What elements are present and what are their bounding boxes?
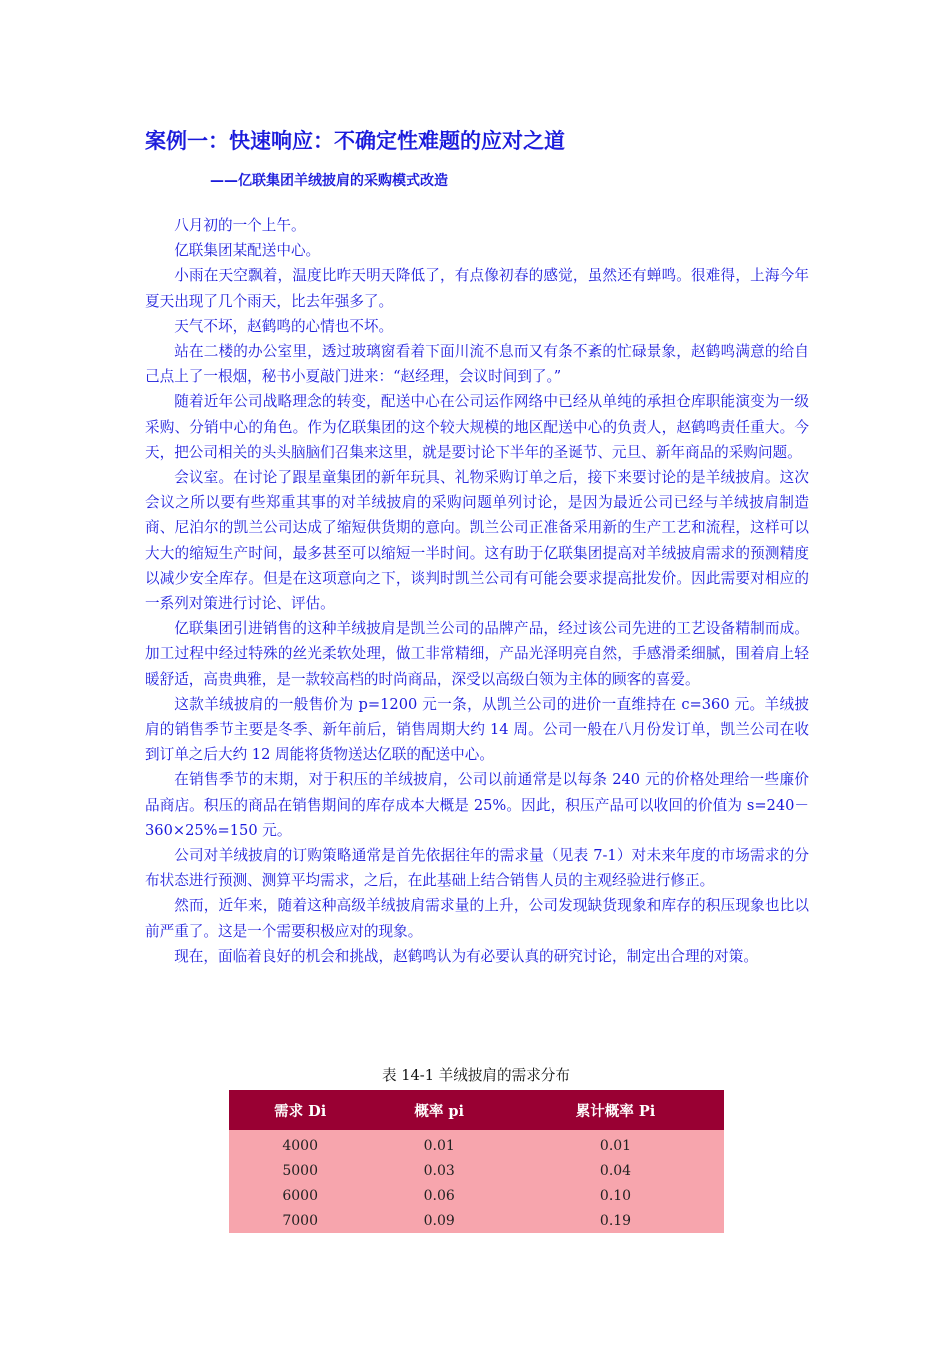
table-cell: 0.06 — [371, 1183, 507, 1208]
table-cell: 0.01 — [507, 1130, 724, 1158]
table-cell: 4000 — [229, 1130, 371, 1158]
table-header-row — [229, 1090, 724, 1130]
column-header-demand: 需求 Di — [229, 1090, 371, 1130]
paragraph: 亿联集团引进销售的这种羊绒披肩是凯兰公司的品牌产品，经过该公司先进的工艺设备精制而成。加工过程中经过特殊的丝光柔软处理，做工非常精细，产品光泽明亮自然，手感滑柔细腻，围着肩上轻暖舒适，高贵典雅，是一款较高档的时尚商品，深受以高级白领为主体的顾客的喜爱。 — [145, 620, 809, 688]
paragraph: 这款羊绒披肩的一般售价为 p=1200 元一条，从凯兰公司的进价一直维持在 c=360 元。羊绒披肩的销售季节主要是冬季、新年前后，销售周期大约 14 周。公司一般在八月份发订单，凯兰公司在收到订单之后大约 12 周能将货物送达亿联的配送中心。 — [145, 695, 809, 764]
table-cell: 0.19 — [507, 1208, 724, 1233]
paragraph: 然而，近年来，随着这种高级羊绒披肩需求量的上升，公司发现缺货现象和库存的积压现象也比以前严重了。这是一个需要积极应对的现象。 — [145, 897, 809, 940]
paragraph: 在销售季节的末期，对于积压的羊绒披肩，公司以前通常是以每条 240 元的价格处理给一些廉价品商店。积压的商品在销售期间的库存成本大概是 25%。因此，积压产品可以收回的价值为 s=240－360×25%=150 元。 — [145, 771, 809, 839]
table-row — [229, 1158, 724, 1183]
table-cell: 6000 — [229, 1183, 371, 1208]
table-row — [229, 1130, 724, 1158]
table-cell: 7000 — [229, 1208, 371, 1233]
paragraph: 现在，面临着良好的机会和挑战，赵鹤鸣认为有必要认真的研究讨论，制定出合理的对策。 — [174, 947, 758, 965]
paragraph: 八月初的一个上午。 — [174, 217, 306, 234]
body-text — [145, 213, 809, 969]
table-cell: 0.03 — [371, 1158, 507, 1183]
paragraph: 天气不坏，赵鹤鸣的心情也不坏。 — [174, 317, 394, 335]
table-cell: 0.04 — [507, 1158, 724, 1183]
table-caption: 表 14-1 羊绒披肩的需求分布 — [381, 1067, 570, 1084]
paragraph: 公司对羊绒披肩的订购策略通常是首先依据往年的需求量（见表 7-1）对未来年度的市场需求的分布状态进行预测、测算平均需求，之后，在此基础上结合销售人员的主观经验进行修正。 — [145, 847, 809, 890]
paragraph: 站在二楼的办公室里，透过玻璃窗看着下面川流不息而又有条不紊的忙碌景象，赵鹤鸣满意的给自己点上了一根烟，秘书小夏敲门进来：“赵经理，会议时间到了。” — [145, 343, 809, 386]
table-cell: 0.10 — [507, 1183, 724, 1208]
column-header-probability: 概率 pi — [371, 1090, 507, 1130]
paragraph: 随着近年公司战略理念的转变，配送中心在公司运作网络中已经从单纯的承担仓库职能演变为一级采购、分销中心的角色。作为亿联集团的这个较大规模的地区配送中心的负责人，赵鹤鸣责任重大。今天，把公司相关的头头脑脑们召集来这里，就是要讨论下半年的圣诞节、元旦、新年商品的采购问题。 — [145, 393, 809, 461]
table-cell: 0.01 — [371, 1130, 507, 1158]
paragraph: 会议室。在讨论了跟星童集团的新年玩具、礼物采购订单之后，接下来要讨论的是羊绒披肩。这次会议之所以要有些郑重其事的对羊绒披肩的采购问题单列讨论，是因为最近公司已经与羊绒披肩制造商、尼泊尔的凯兰公司达成了缩短供货期的意向。凯兰公司正准备采用新的生产工艺和流程，这样可以大大的缩短生产时间，最多甚至可以缩短一半时间。这有助于亿联集团提高对羊绒披肩需求的预测精度以减少安全库存。但是在这项意向之下，谈判时凯兰公司有可能会要求提高批发价。因此需要对相应的一系列对策进行讨论、评估。 — [145, 469, 809, 613]
case-title: 案例一：快速响应：不确定性难题的应对之道 — [145, 129, 565, 153]
table-cell: 5000 — [229, 1158, 371, 1183]
case-subtitle: ——亿联集团羊绒披肩的采购模式改造 — [210, 173, 448, 189]
paragraph: 亿联集团某配送中心。 — [174, 242, 321, 260]
table-row — [229, 1208, 724, 1233]
column-header-cumulative-probability: 累计概率 Pi — [507, 1090, 724, 1130]
paragraph: 小雨在天空飘着，温度比昨天明天降低了，有点像初春的感觉，虽然还有蝉鸣。很难得，上海今年夏天出现了几个雨天，比去年强多了。 — [145, 267, 809, 310]
demand-distribution-table — [229, 1090, 724, 1233]
table-row — [229, 1183, 724, 1208]
table-cell: 0.09 — [371, 1208, 507, 1233]
